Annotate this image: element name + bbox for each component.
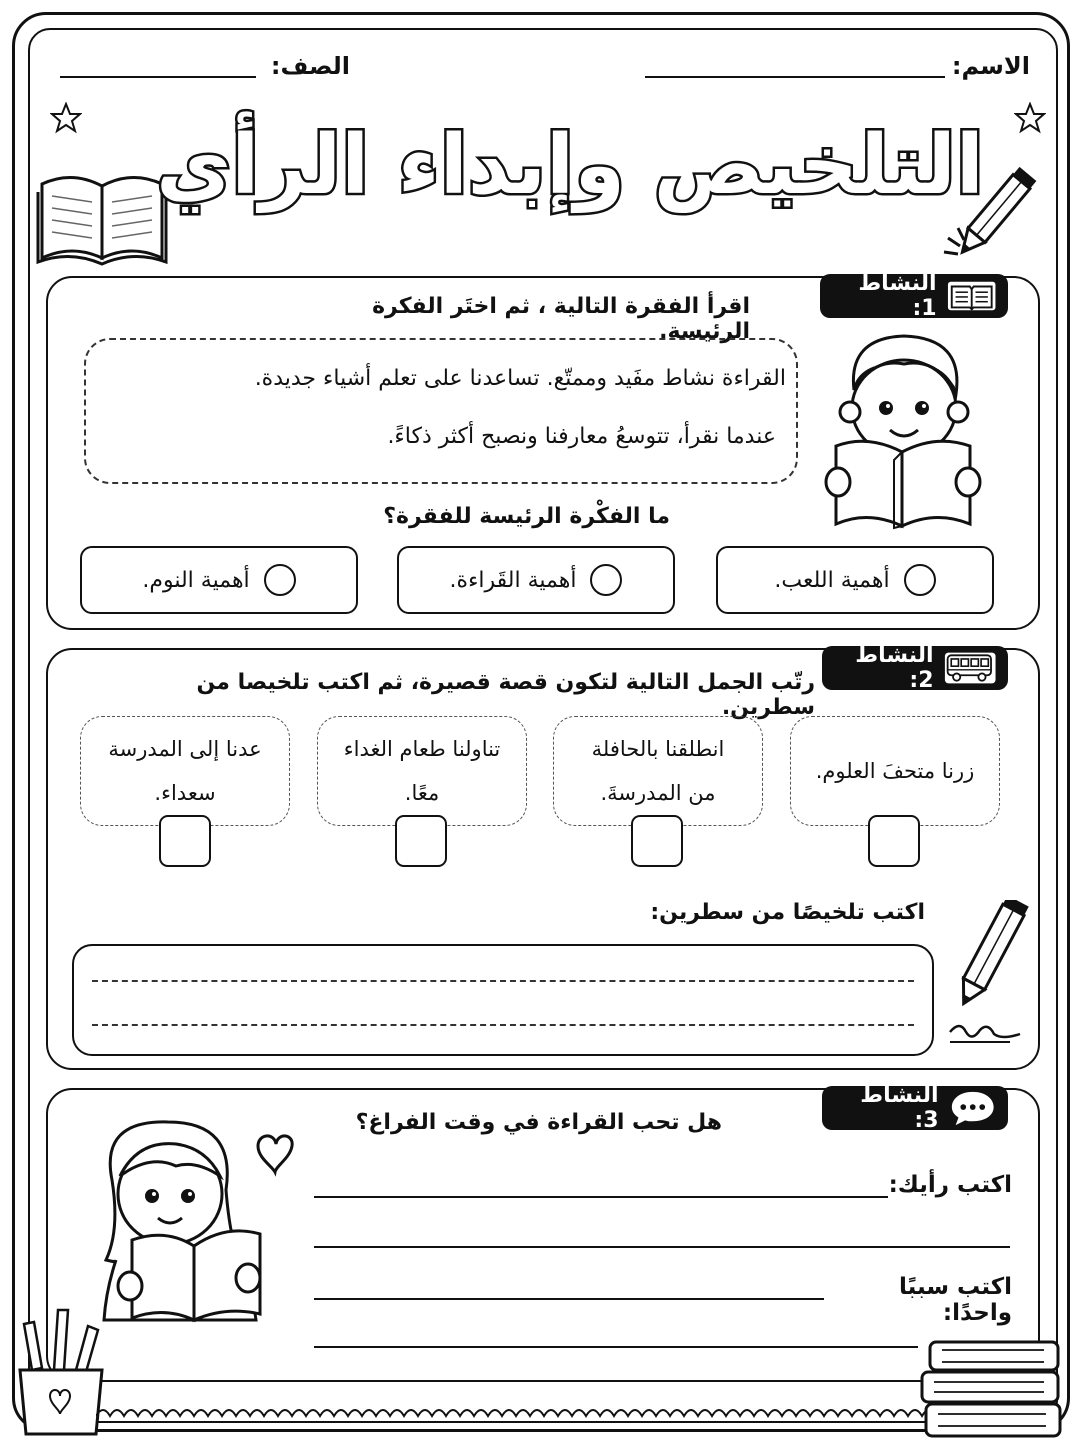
bus-icon [944, 650, 996, 686]
order-box[interactable] [631, 815, 683, 867]
option-label: أهمية القَراءة. [449, 567, 577, 593]
passage-line: عندما نقرأ، تتوسعُ معارفنا ونصبح أكثر ذكاءً. [387, 424, 776, 449]
activity3-tag [822, 1083, 1008, 1133]
activity2-tag [822, 643, 1008, 693]
radio-button[interactable] [264, 564, 296, 596]
pencil-writing-icon [940, 900, 1036, 1050]
class-input-line[interactable] [60, 76, 256, 78]
story-card-4 [80, 716, 290, 826]
story-card-3 [317, 716, 527, 826]
reason-label: اكتب سببًا واحدًا: [898, 1274, 1012, 1326]
name-input-line[interactable] [645, 76, 945, 78]
story-card-2 [553, 716, 763, 826]
writing-line [92, 980, 914, 982]
speech-bubble-icon [949, 1088, 996, 1128]
order-box[interactable] [395, 815, 447, 867]
activity2-instruction: رتّب الجمل التالية لتكون قصة قصيرة، ثم اكتب تلخيصا من سطرين. [196, 670, 815, 720]
opinion-line[interactable] [314, 1246, 1010, 1248]
passage-box [84, 338, 798, 484]
order-box[interactable] [159, 815, 211, 867]
girl-reading-illustration [76, 1110, 302, 1324]
scalloped-border [96, 1402, 926, 1422]
option-label: أهمية النوم. [142, 567, 250, 593]
opinion-line[interactable] [314, 1196, 888, 1198]
class-label: الصف: [270, 52, 350, 80]
passage-line: القراءة نشاط مفَيد وممتّع. تساعدنا على تعلم أشياء جديدة. [254, 366, 786, 391]
reason-line[interactable] [314, 1298, 824, 1300]
card-text: عدنا إلى المدرسة سعداء. [108, 737, 262, 805]
activity1-tag [820, 271, 1008, 321]
option-sleep[interactable] [80, 546, 358, 614]
stacked-books-icon [918, 1334, 1070, 1442]
summary-box[interactable] [72, 944, 934, 1056]
writing-line [92, 1024, 914, 1026]
option-label: أهمية اللعب. [774, 567, 890, 593]
activity3-question: هل تحب القراءة في وقت الفراغ؟ [355, 1110, 722, 1135]
option-reading[interactable] [397, 546, 675, 614]
activity2-tag-label: النشاط 2: [855, 643, 934, 693]
card-text: انطلقنا بالحافلة من المدرسةَ. [591, 737, 725, 805]
star-icon [1014, 102, 1046, 134]
activity1-tag-label: النشاط 1: [858, 271, 937, 321]
card-text: زرنا متحفَ العلوم. [815, 759, 975, 783]
book-icon [947, 280, 996, 312]
summary-label: اكتب تلخيصًا من سطرين: [650, 900, 925, 925]
activity1-instruction: اقرأ الفقرة التالية ، ثم اختَر الفكرة الرئيسة. [372, 294, 750, 344]
name-label: الاسم: [951, 52, 1030, 80]
order-box[interactable] [868, 815, 920, 867]
boy-reading-illustration [818, 328, 988, 530]
reason-line[interactable] [314, 1346, 918, 1348]
radio-button[interactable] [590, 564, 622, 596]
opinion-label: اكتب رأيك: [888, 1172, 1012, 1198]
card-text: تناولنا طعام الغداء معًا. [343, 737, 501, 805]
star-icon [50, 102, 82, 134]
activity3-tag-label: النشاط 3: [860, 1083, 939, 1133]
activity1-question: ما الفكْرة الرئيسة للفقرة؟ [383, 504, 670, 529]
story-card-1 [790, 716, 1000, 826]
radio-button[interactable] [904, 564, 936, 596]
page-title: التلخيص وإبداء الرأي [156, 118, 984, 213]
option-play[interactable] [716, 546, 994, 614]
